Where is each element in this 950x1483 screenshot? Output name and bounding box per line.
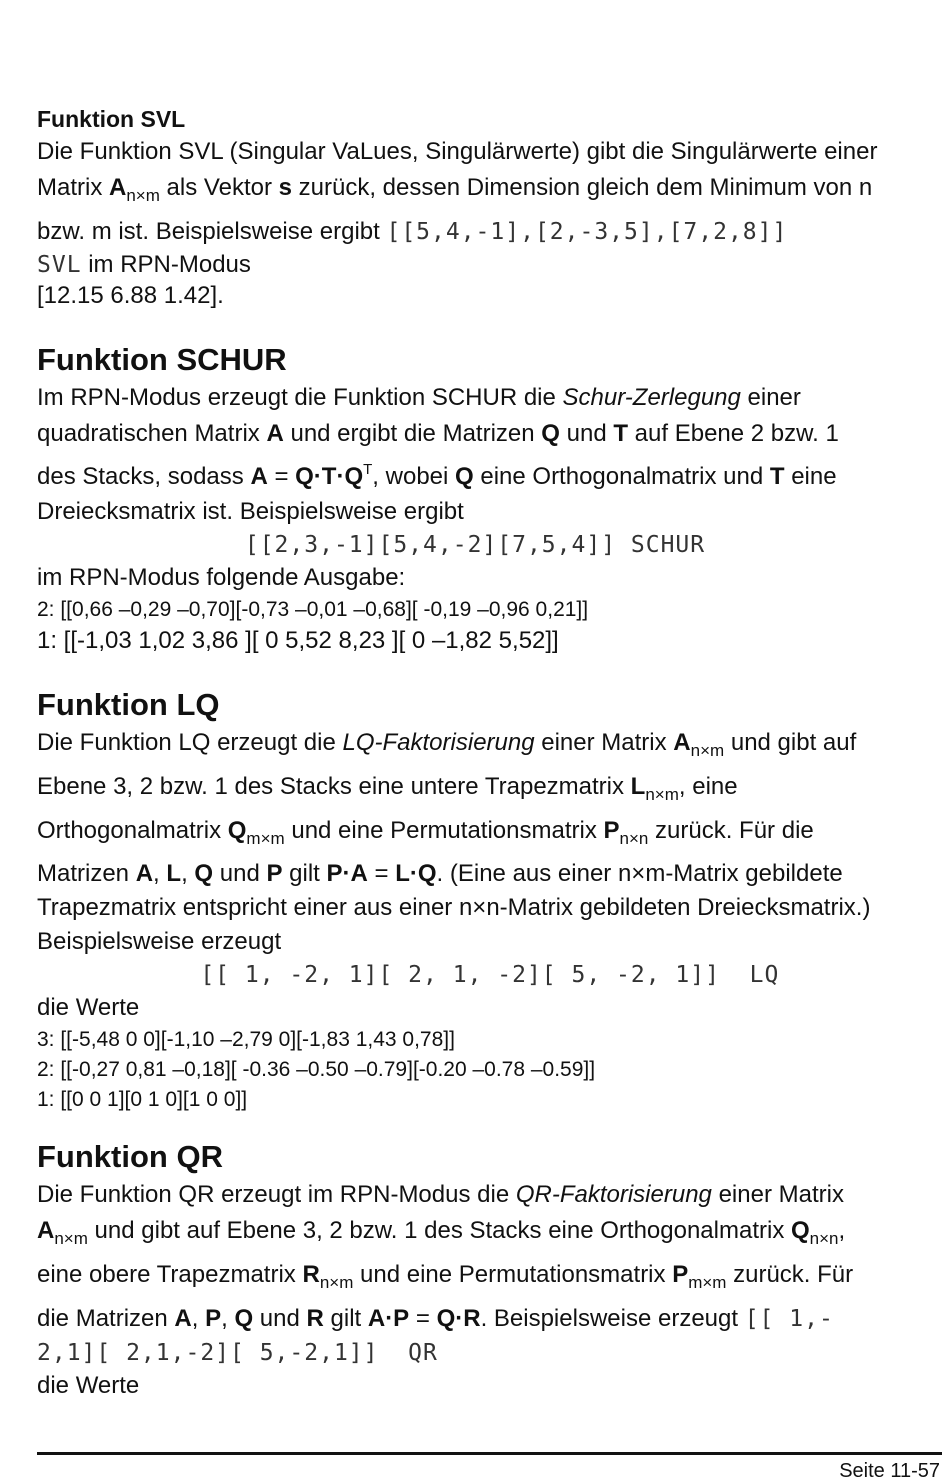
- schur-result-1: 1: [[-1,03 1,02 3,86 ][ 0 5,52 8,23 ][ 0 –1,82 5,52]]: [37, 627, 559, 654]
- lq-line-2: Ebene 3, 2 bzw. 1 des Stacks eine untere Trapezmatrix $L_{n\times m}$, eine: [37, 773, 738, 804]
- page-content: [37, 104, 942, 1403]
- schur-line-3: des Stacks, sodass $A = Q\cdot T\cdot Q^T$, wobei Q eine Orthogonalmatrix und T eine: [37, 461, 837, 490]
- lq-line-4: Matrizen A, L, Q und P gilt P·A = L·Q. (Eine aus einer n×m-Matrix gebildete: [37, 860, 843, 887]
- svl-line-3: bzw. m ist. Beispielsweise ergibt [[5,4,-1],[2,-3,5],[7,2,8]]: [37, 218, 788, 245]
- footer-rule: [37, 1452, 942, 1455]
- qr-heading: Funktion QR: [37, 1139, 223, 1174]
- lq-result-2: 2: [[-0,27 0,81 –0,18][ -0.36 –0.50 –0.79][-0.20 –0.78 –0.59]]: [37, 1058, 596, 1081]
- schur-heading: Funktion SCHUR: [37, 342, 287, 377]
- svl-line-1: Die Funktion SVL (Singular VaLues, Singulärwerte) gibt die Singulärwerte einer: [37, 138, 878, 165]
- schur-line-1: Im RPN-Modus erzeugt die Funktion SCHUR die Schur-Zerlegung einer: [37, 384, 801, 411]
- svl-heading: Funktion SVL: [37, 106, 186, 132]
- lq-line-6: Beispielsweise erzeugt: [37, 928, 282, 955]
- svl-command: SVL: [37, 252, 82, 278]
- schur-line-5: im RPN-Modus folgende Ausgabe:: [37, 564, 406, 591]
- qr-line-6: die Werte: [37, 1372, 140, 1399]
- qr-line-1: Die Funktion QR erzeugt im RPN-Modus die QR-Faktorisierung einer Matrix: [37, 1181, 844, 1208]
- svl-line-4: SVL im RPN-Modus: [37, 251, 251, 278]
- lq-line-3: Orthogonalmatrix $Q_{m\times m}$ und eine Permutationsmatrix $P_{n\times n}$ zurück. Für die: [37, 817, 814, 848]
- svl-result: [12.15 6.88 1.42].: [37, 282, 224, 309]
- svl-code: [[5,4,-1],[2,-3,5],[7,2,8]]: [386, 219, 788, 245]
- lq-result-1: 1: [[0 0 1][0 1 0][1 0 0]]: [37, 1088, 248, 1111]
- qr-code-part-1: [[ 1,-: [744, 1306, 834, 1332]
- lq-line-7: die Werte: [37, 994, 140, 1021]
- qr-line-3: eine obere Trapezmatrix $R_{n\times m}$ und eine Permutationsmatrix $P_{m\times m}$ zurück. Für: [37, 1261, 854, 1292]
- lq-line-1: Die Funktion LQ erzeugt die LQ-Faktorisierung einer Matrix $A_{n\times m}$ und gibt auf: [37, 729, 857, 760]
- schur-code: [[2,3,-1][5,4,-2][7,5,4]] SCHUR: [37, 532, 706, 558]
- lq-code: [[ 1, -2, 1][ 2, 1, -2][ 5, -2, 1]] LQ: [37, 962, 780, 988]
- qr-line-4: die Matrizen A, P, Q und R gilt A·P = Q·R. Beispielsweise erzeugt [[ 1,-: [37, 1305, 834, 1332]
- qr-line-2: $A_{n\times m}$ und gibt auf Ebene 3, 2 bzw. 1 des Stacks eine Orthogonalmatrix $Q_{n\times n}$,: [37, 1217, 846, 1248]
- lq-result-3: 3: [[-5,48 0 0][-1,10 –2,79 0][-1,83 1,43 0,78]]: [37, 1028, 455, 1051]
- svl-line-2: Matrix $A_{n\times m}$ als Vektor s zurück, dessen Dimension gleich dem Minimum von n: [37, 174, 873, 205]
- qr-code-part-2: 2,1][ 2,1,-2][ 5,-2,1]] QR: [37, 1340, 438, 1366]
- schur-line-4: Dreiecksmatrix ist. Beispielsweise ergibt: [37, 498, 464, 525]
- schur-result-2: 2: [[0,66 –0,29 –0,70][-0,73 –0,01 –0,68][ -0,19 –0,96 0,21]]: [37, 598, 589, 621]
- page-number: Seite 11-57: [839, 1460, 940, 1482]
- lq-line-5: Trapezmatrix entspricht einer aus einer n×n-Matrix gebildeten Dreiecksmatrix.): [37, 894, 871, 921]
- lq-heading: Funktion LQ: [37, 687, 220, 722]
- schur-line-2: quadratischen Matrix A und ergibt die Matrizen Q und T auf Ebene 2 bzw. 1: [37, 420, 839, 447]
